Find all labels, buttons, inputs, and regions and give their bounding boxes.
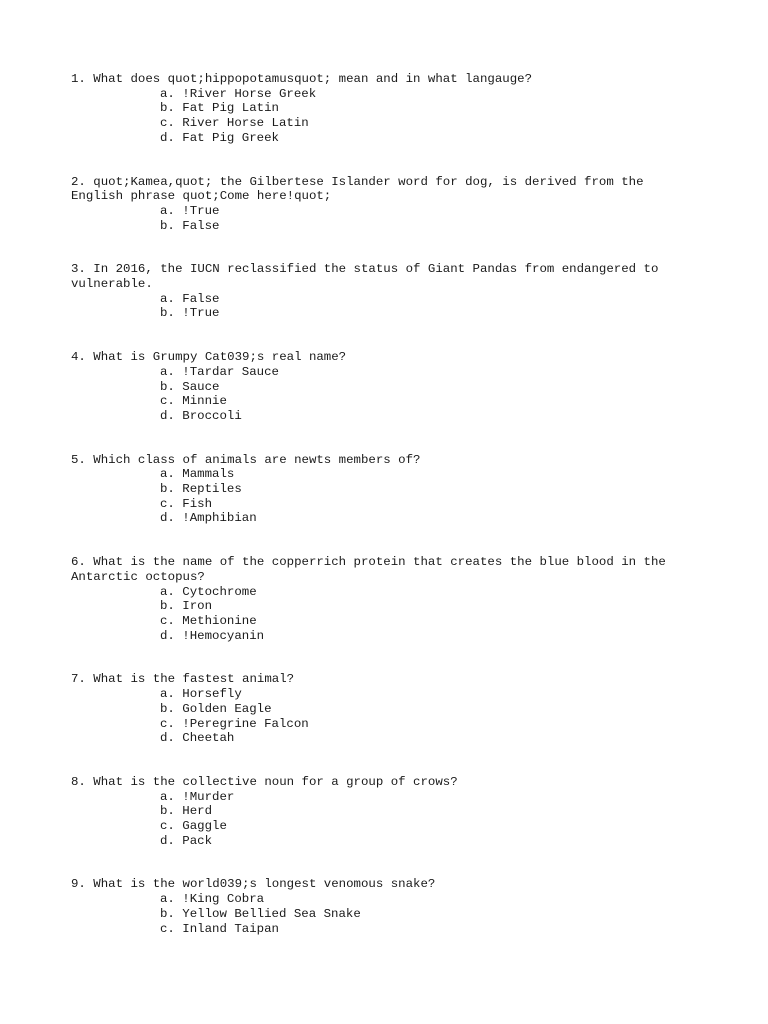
answer-option: a. !River Horse Greek — [160, 86, 317, 101]
question-text: 3. In 2016, the IUCN reclassified the status of Giant Pandas from endangered to vulnerable. — [71, 262, 666, 292]
answer-option: d. !Hemocyanin — [160, 628, 265, 643]
answer-option: d. Broccoli — [160, 408, 242, 423]
answer-options — [160, 892, 691, 936]
answer-option: a. Horsefly — [160, 687, 242, 702]
answer-option: d. Pack — [160, 833, 213, 848]
question-block — [71, 877, 691, 936]
answer-options — [160, 687, 691, 746]
question-block — [71, 672, 691, 746]
answer-options — [160, 365, 691, 424]
answer-option: b. False — [160, 218, 220, 233]
answer-option: c. River Horse Latin — [160, 116, 309, 131]
question-block — [71, 262, 691, 321]
answer-option: a. Cytochrome — [160, 584, 257, 599]
answer-option: b. Iron — [160, 599, 213, 614]
question-text: 8. What is the collective noun for a group of crows? — [71, 774, 458, 789]
answer-options — [160, 292, 691, 321]
answer-option: c. Gaggle — [160, 819, 227, 834]
answer-option: a. !Tardar Sauce — [160, 364, 279, 379]
answer-option: a. !King Cobra — [160, 892, 265, 907]
answer-option: c. !Peregrine Falcon — [160, 716, 309, 731]
question-text: 7. What is the fastest animal? — [71, 672, 295, 687]
question-block — [71, 453, 691, 527]
question-block — [71, 775, 691, 849]
answer-option: b. Sauce — [160, 379, 220, 394]
answer-option: d. Fat Pig Greek — [160, 130, 279, 145]
answer-option: b. !True — [160, 306, 220, 321]
answer-option: c. Inland Taipan — [160, 921, 279, 936]
answer-options — [160, 87, 691, 146]
question-text: 6. What is the name of the copperrich protein that creates the blue blood in the Antarctic octopus? — [71, 555, 674, 584]
answer-option: b. Yellow Bellied Sea Snake — [160, 906, 361, 921]
question-text: 5. Which class of animals are newts members of? — [71, 452, 421, 467]
answer-option: c. Fish — [160, 496, 213, 511]
answer-option: a. !True — [160, 203, 220, 218]
question-block — [71, 175, 691, 234]
answer-options — [160, 467, 691, 526]
answer-option: a. False — [160, 291, 220, 306]
answer-option: a. Mammals — [160, 467, 235, 482]
answer-option: b. Herd — [160, 804, 213, 819]
answer-option: b. Golden Eagle — [160, 701, 272, 716]
question-text: 2. quot;Kamea,quot; the Gilbertese Islander word for dog, is derived from the English phrase quot;Come here!quot; — [71, 174, 651, 204]
question-text: 9. What is the world039;s longest venomous snake? — [71, 877, 436, 892]
question-block — [71, 555, 691, 643]
answer-option: a. !Murder — [160, 789, 235, 804]
answer-option: d. !Amphibian — [160, 511, 257, 526]
answer-options — [160, 204, 691, 233]
answer-option: c. Methionine — [160, 613, 257, 628]
answer-option: c. Minnie — [160, 394, 227, 409]
question-block — [71, 72, 691, 146]
question-text: 1. What does quot;hippopotamusquot; mean and in what langauge? — [71, 72, 533, 86]
question-block — [71, 350, 691, 424]
answer-option: b. Reptiles — [160, 482, 242, 497]
answer-option: d. Cheetah — [160, 731, 235, 746]
answer-option: b. Fat Pig Latin — [160, 101, 279, 116]
quiz-document — [71, 72, 691, 965]
question-text: 4. What is Grumpy Cat039;s real name? — [71, 350, 347, 365]
answer-options — [160, 790, 691, 849]
answer-options — [160, 585, 691, 644]
